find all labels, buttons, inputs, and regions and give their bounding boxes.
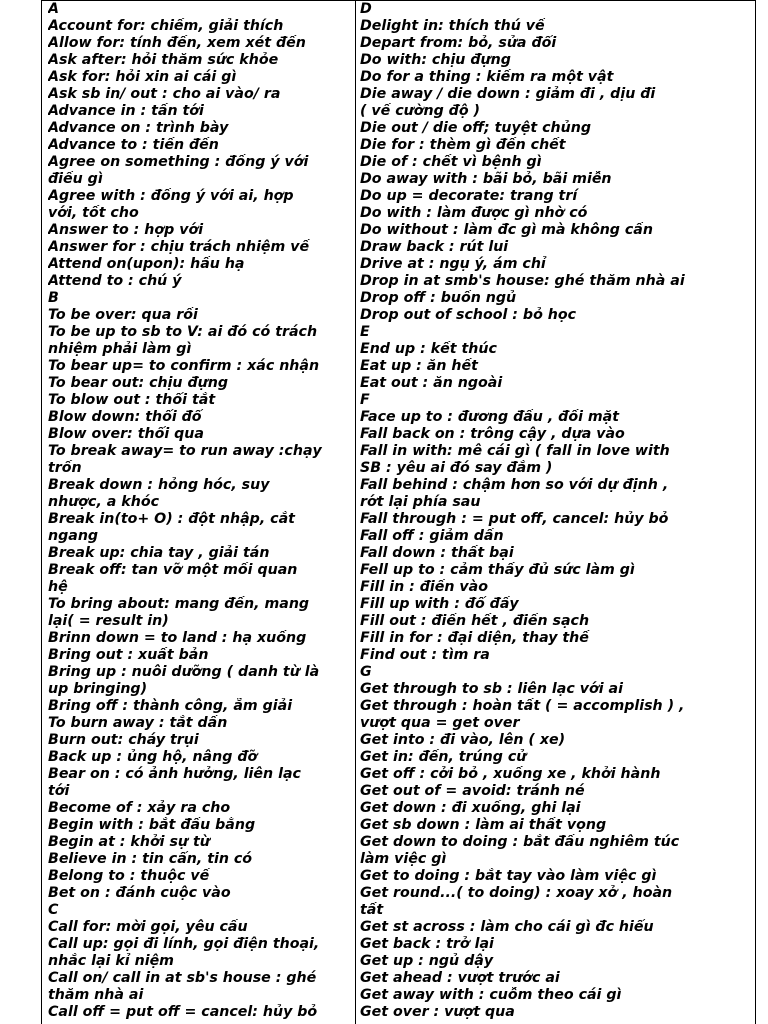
left-entry-line: To break away= to run away :chạy: [48, 443, 322, 459]
left-entry-line: Bear on : có ảnh hưởng, liên lạc: [48, 766, 301, 782]
right-entry-line: Die for : thèm gì đến chết: [360, 137, 566, 153]
left-entry-line: Attend to : chú ý: [48, 273, 182, 289]
right-entry-line: Delight in: thích thú về: [360, 18, 545, 34]
right-entry-line: Do with : làm được gì nhờ có: [360, 205, 588, 221]
right-entry-line: Die of : chết vì bệnh gì: [360, 154, 542, 170]
right-entry-line: Get off : cởi bỏ , xuống xe , khởi hành: [360, 766, 661, 782]
left-entry-line: Blow down: thổi đổ: [48, 409, 202, 425]
right-entry-line: Do away with : bãi bỏ, bãi miễn: [360, 171, 612, 187]
left-entry-line: Agree with : đồng ý với ai, hợp: [48, 188, 294, 204]
left-entry-line: Break up: chia tay , giải tán: [48, 545, 270, 561]
right-entry-line: Get to doing : bắt tay vào làm việc gì: [360, 868, 657, 884]
right-column: [356, 1, 755, 1024]
left-entry-line: To blow out : thổi tắt: [48, 392, 216, 408]
left-entry-line: Call on/ call in at sb's house : ghé: [48, 970, 317, 986]
left-entry-line: Advance on : trình bày: [48, 120, 229, 136]
right-entry-line: Get over : vượt qua: [360, 1004, 515, 1020]
left-entry-line: Agree on something : đồng ý với: [48, 154, 309, 170]
right-entry-line: Do with: chịu đựng: [360, 52, 511, 68]
left-entry-line: trốn: [48, 460, 82, 476]
left-entry-line: Believe in : tin cẩn, tin có: [48, 851, 253, 867]
left-entry-line: Blow over: thổi qua: [48, 426, 204, 442]
left-entry-line: Advance in : tấn tới: [48, 103, 204, 119]
left-entry-line: Break in(to+ O) : đột nhập, cắt: [48, 511, 295, 527]
right-entry-line: ( về cường độ ): [360, 103, 481, 119]
left-entry-line: Bring out : xuất bản: [48, 647, 209, 663]
right-section-letter: D: [360, 1, 372, 17]
right-entry-line: Die away / die down : giảm đi , dịu đi: [360, 86, 656, 102]
left-entry-line: Account for: chiếm, giải thích: [48, 18, 284, 34]
right-entry-line: Fill in : điền vào: [360, 579, 488, 595]
right-entry-line: Get out of = avoid: tránh né: [360, 783, 585, 799]
right-entry-line: Draw back : rút lui: [360, 239, 509, 255]
right-entry-line: Get down to doing : bắt đầu nghiêm túc: [360, 834, 680, 850]
left-entry-line: To be up to sb to V: ai đó có trách: [48, 324, 318, 340]
right-entry-line: Drop out of school : bỏ học: [360, 307, 577, 323]
left-entry-line: Ask for: hỏi xin ai cái gì: [48, 69, 237, 85]
right-entry-line: Fall behind : chậm hơn so với dự định ,: [360, 477, 669, 493]
left-entry-line: To be over: qua rồi: [48, 307, 198, 323]
right-entry-line: Get away with : cuỗm theo cái gì: [360, 987, 622, 1003]
left-entry-line: Break down : hỏng hóc, suy: [48, 477, 270, 493]
right-entry-line: Fall through : = put off, cancel: hủy bỏ: [360, 511, 669, 527]
left-entry-line: To bear out: chịu đựng: [48, 375, 228, 391]
left-entry-line: Call off = put off = cancel: hủy bỏ: [48, 1004, 318, 1020]
left-entry-line: Attend on(upon): hầu hạ: [48, 256, 245, 272]
left-entry-line: Ask after: hỏi thăm sức khỏe: [48, 52, 279, 68]
left-entry-line: nhược, a khóc: [48, 494, 159, 510]
left-entry-line: To bring about: mang đến, mang: [48, 596, 310, 612]
right-entry-line: Fall in with: mê cái gì ( fall in love with: [360, 443, 670, 459]
right-section-letter: G: [360, 664, 372, 680]
left-entry-line: Burn out: cháy trụi: [48, 732, 199, 748]
vocabulary-sheet: [41, 0, 756, 1024]
left-entry-line: tới: [48, 783, 70, 799]
right-entry-line: Eat up : ăn hết: [360, 358, 478, 374]
left-entry-line: Bring off : thành công, ẵm giải: [48, 698, 293, 714]
left-entry-line: thăm nhà ai: [48, 987, 144, 1003]
right-entry-line: Face up to : đương đầu , đối mặt: [360, 409, 620, 425]
left-entry-line: To burn away : tắt dần: [48, 715, 228, 731]
right-entry-line: Die out / die off; tuyệt chủng: [360, 120, 591, 136]
left-entry-line: Answer to : hợp với: [48, 222, 204, 238]
left-entry-line: Bet on : đánh cuộc vào: [48, 885, 231, 901]
right-entry-line: Find out : tìm ra: [360, 647, 490, 663]
right-entry-line: Get back : trở lại: [360, 936, 494, 952]
right-section-letter: E: [360, 324, 370, 340]
right-entry-line: rớt lại phía sau: [360, 494, 481, 510]
left-entry-line: Answer for : chịu trách nhiệm về: [48, 239, 310, 255]
left-entry-line: Advance to : tiến đến: [48, 137, 219, 153]
right-entry-line: Fell up to : cảm thấy đủ sức làm gì: [360, 562, 635, 578]
right-entry-line: Get through to sb : liên lạc với ai: [360, 681, 623, 697]
right-entry-line: Do up = decorate: trang trí: [360, 188, 578, 204]
left-entry-line: Begin at : khởi sự từ: [48, 834, 210, 850]
left-entry-line: Back up : ủng hộ, nâng đỡ: [48, 749, 258, 765]
right-entry-line: Get sb down : làm ai thất vọng: [360, 817, 607, 833]
right-entry-line: Get round...( to doing) : xoay xở , hoàn: [360, 885, 673, 901]
right-entry-line: Get ahead : vượt trước ai: [360, 970, 560, 986]
left-section-letter: C: [48, 902, 59, 918]
left-entry-line: Call for: mời gọi, yêu cầu: [48, 919, 248, 935]
left-entry-line: Brinn down = to land : hạ xuống: [48, 630, 307, 646]
left-entry-line: Become of : xảy ra cho: [48, 800, 231, 816]
right-entry-line: Get into : đi vào, lên ( xe): [360, 732, 566, 748]
right-entry-line: Get st across : làm cho cái gì đc hiểu: [360, 919, 654, 935]
right-entry-line: Get through : hoàn tất ( = accomplish ) ,: [360, 698, 685, 714]
left-entry-line: nhiệm phải làm gì: [48, 341, 192, 357]
left-entry-line: nhắc lại kỉ niệm: [48, 953, 174, 969]
right-entry-line: End up : kết thúc: [360, 341, 497, 357]
left-entry-line: Call up: gọi đi lính, gọi điện thoại,: [48, 936, 320, 952]
right-entry-line: Do without : làm đc gì mà không cần: [360, 222, 653, 238]
left-entry-line: ngang: [48, 528, 99, 544]
right-entry-line: vượt qua = get over: [360, 715, 520, 731]
right-entry-line: Depart from: bỏ, sửa đổi: [360, 35, 557, 51]
left-column: [42, 1, 356, 1024]
right-entry-line: Eat out : ăn ngoài: [360, 375, 503, 391]
right-entry-line: Get up : ngủ dậy: [360, 953, 494, 969]
right-entry-line: làm việc gì: [360, 851, 447, 867]
left-entry-line: với, tốt cho: [48, 205, 139, 221]
right-entry-line: tất: [360, 902, 384, 918]
right-entry-line: Do for a thing : kiếm ra một vật: [360, 69, 614, 85]
left-entry-line: Ask sb in/ out : cho ai vào/ ra: [48, 86, 281, 102]
right-entry-line: Fall back on : trông cậy , dựa vào: [360, 426, 625, 442]
right-entry-line: Get down : đi xuống, ghi lại: [360, 800, 581, 816]
right-entry-line: Fill out : điền hết , điền sạch: [360, 613, 590, 629]
left-entry-line: điều gì: [48, 171, 103, 187]
left-section-letter: A: [48, 1, 59, 17]
left-entry-line: lại( = result in): [48, 613, 169, 629]
right-entry-line: Drive at : ngụ ý, ám chỉ: [360, 256, 546, 272]
left-entry-line: hệ: [48, 579, 68, 595]
right-entry-line: Fall down : thất bại: [360, 545, 514, 561]
left-entry-line: Belong to : thuộc về: [48, 868, 210, 884]
left-entry-line: up bringing): [48, 681, 148, 697]
left-entry-line: Break off: tan vỡ một mối quan: [48, 562, 298, 578]
right-entry-line: Fill up with : đổ đầy: [360, 596, 519, 612]
right-entry-line: Get in: đến, trúng cử: [360, 749, 527, 765]
right-entry-line: SB : yêu ai đó say đắm ): [360, 460, 553, 476]
right-entry-line: Fall off : giảm dần: [360, 528, 504, 544]
left-entry-line: To bear up= to confirm : xác nhận: [48, 358, 320, 374]
right-entry-line: Fill in for : đại diện, thay thế: [360, 630, 589, 646]
right-entry-line: Drop off : buồn ngủ: [360, 290, 517, 306]
left-section-letter: B: [48, 290, 59, 306]
right-section-letter: F: [360, 392, 370, 408]
left-entry-line: Bring up : nuôi dưỡng ( danh từ là: [48, 664, 320, 680]
left-entry-line: Allow for: tính đến, xem xét đến: [48, 35, 306, 51]
right-entry-line: Drop in at smb's house: ghé thăm nhà ai: [360, 273, 685, 289]
left-entry-line: Begin with : bắt đầu bằng: [48, 817, 256, 833]
